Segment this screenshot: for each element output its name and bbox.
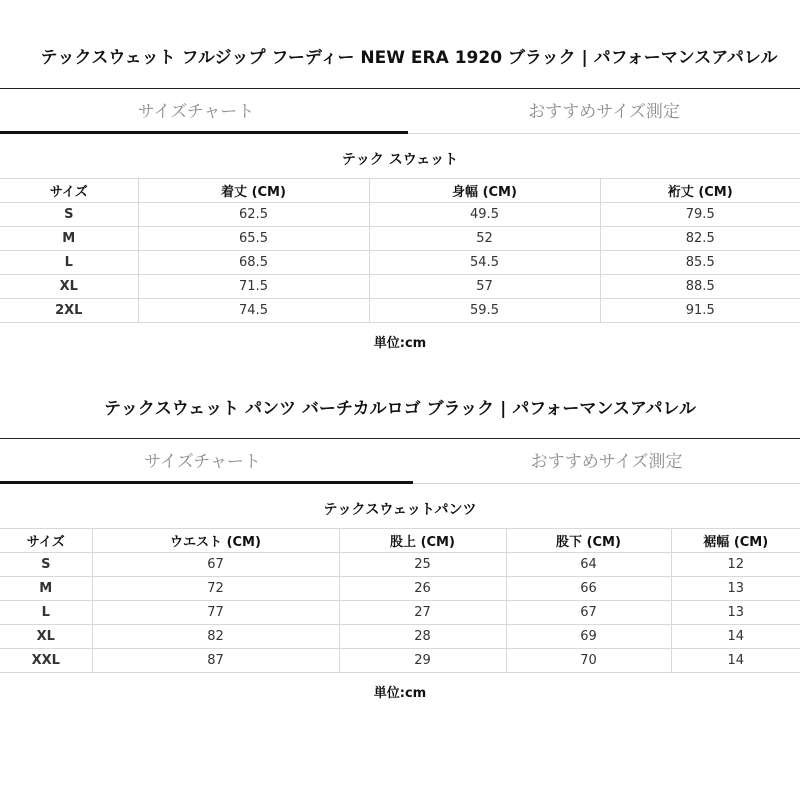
value-cell: 27 (339, 601, 506, 625)
value-cell: 68.5 (138, 251, 369, 275)
value-cell: 26 (339, 577, 506, 601)
table-row (0, 601, 800, 625)
value-cell: 12 (671, 553, 800, 577)
value-cell: 28 (339, 625, 506, 649)
header-sleeve: 裄丈 (CM) (600, 179, 800, 203)
value-cell: 59.5 (369, 299, 600, 323)
jacket-product-title: テックスウェット フルジップ フーディー NEW ERA 1920 ブラック | パフォーマンスアパレル (40, 48, 778, 68)
value-cell: 67 (92, 553, 339, 577)
value-cell: 14 (671, 649, 800, 673)
value-cell: 13 (671, 577, 800, 601)
header-size: サイズ (0, 529, 92, 553)
value-cell: 52 (369, 227, 600, 251)
pants-unit-note: 単位:cm (373, 686, 427, 701)
pants-size-table (0, 528, 800, 673)
value-cell: 57 (369, 275, 600, 299)
table-row (0, 227, 800, 251)
table-row (0, 251, 800, 275)
pants-section (0, 391, 800, 703)
active-tab-indicator (0, 131, 408, 134)
value-cell: 71.5 (138, 275, 369, 299)
jacket-section (0, 40, 800, 353)
value-cell: 87 (92, 649, 339, 673)
tab-recommended-size[interactable]: おすすめサイズ測定 (530, 452, 683, 472)
value-cell: 69 (506, 625, 671, 649)
table-row (0, 625, 800, 649)
size-cell: L (0, 601, 92, 625)
header-size: サイズ (0, 179, 138, 203)
pants-table-title: テックスウェットパンツ (323, 502, 477, 518)
jacket-tab-bar (0, 88, 800, 134)
size-cell: XL (0, 275, 138, 299)
tab-size-chart[interactable]: サイズチャート (137, 102, 255, 122)
header-hem-width: 裾幅 (CM) (671, 529, 800, 553)
size-cell: L (0, 251, 138, 275)
tab-divider (408, 133, 800, 134)
value-cell: 29 (339, 649, 506, 673)
value-cell: 74.5 (138, 299, 369, 323)
header-waist: ウエスト (CM) (92, 529, 339, 553)
table-row (0, 275, 800, 299)
value-cell: 82.5 (600, 227, 800, 251)
size-cell: S (0, 553, 92, 577)
value-cell: 54.5 (369, 251, 600, 275)
value-cell: 13 (671, 601, 800, 625)
value-cell: 79.5 (600, 203, 800, 227)
value-cell: 85.5 (600, 251, 800, 275)
table-row (0, 299, 800, 323)
value-cell: 70 (506, 649, 671, 673)
table-row (0, 553, 800, 577)
value-cell: 66 (506, 577, 671, 601)
value-cell: 88.5 (600, 275, 800, 299)
table-header-row (0, 179, 800, 203)
value-cell: 62.5 (138, 203, 369, 227)
value-cell: 49.5 (369, 203, 600, 227)
size-cell: M (0, 577, 92, 601)
active-tab-indicator (0, 481, 413, 484)
table-row (0, 577, 800, 601)
value-cell: 82 (92, 625, 339, 649)
value-cell: 25 (339, 553, 506, 577)
value-cell: 67 (506, 601, 671, 625)
tab-size-chart[interactable]: サイズチャート (144, 452, 261, 472)
jacket-unit-note: 単位:cm (373, 336, 427, 351)
value-cell: 91.5 (600, 299, 800, 323)
jacket-size-table (0, 178, 800, 323)
header-inseam: 股下 (CM) (506, 529, 671, 553)
table-row (0, 203, 800, 227)
size-cell: XL (0, 625, 92, 649)
size-cell: 2XL (0, 299, 138, 323)
value-cell: 14 (671, 625, 800, 649)
jacket-table-title: テック スウェット (341, 152, 459, 168)
pants-product-title: テックスウェット パンツ バーチカルロゴ ブラック | パフォーマンスアパレル (103, 399, 697, 419)
size-cell: XXL (0, 649, 92, 673)
value-cell: 65.5 (138, 227, 369, 251)
value-cell: 77 (92, 601, 339, 625)
header-length: 着丈 (CM) (138, 179, 369, 203)
value-cell: 72 (92, 577, 339, 601)
pants-tab-bar (0, 438, 800, 484)
size-cell: M (0, 227, 138, 251)
header-width: 身幅 (CM) (369, 179, 600, 203)
size-cell: S (0, 203, 138, 227)
value-cell: 64 (506, 553, 671, 577)
table-row (0, 649, 800, 673)
tab-recommended-size[interactable]: おすすめサイズ測定 (528, 102, 680, 122)
table-header-row (0, 529, 800, 553)
tab-divider (413, 483, 800, 484)
header-rise: 股上 (CM) (339, 529, 506, 553)
